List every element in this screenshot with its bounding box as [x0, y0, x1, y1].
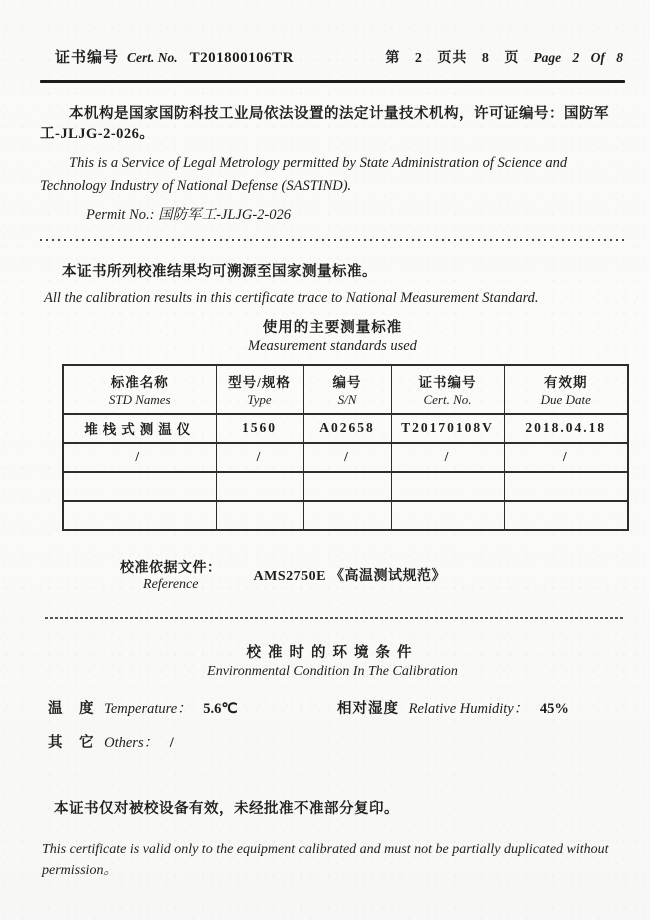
validity-statement-en: This certificate is valid only to the equipment calibrated and must not be partially duplicated without permission。 — [42, 841, 609, 878]
table-cell — [63, 472, 216, 501]
humidity-value: 45% — [539, 700, 569, 717]
dashed-divider — [45, 617, 625, 619]
header-type-en: Type — [247, 391, 272, 407]
table-row — [63, 501, 628, 530]
traceability-statement-zh: 本证书所列校准结果均可溯源至国家测量标准。 — [62, 263, 377, 280]
table-cell — [216, 472, 303, 501]
table-header-due-date — [504, 365, 628, 414]
reference-label-zh: 校准依据文件： — [120, 560, 222, 576]
table-cell — [504, 472, 628, 501]
table-cell: A02658 — [303, 414, 391, 443]
table-cell — [391, 501, 504, 530]
page-indicator-en: Page 2 Of 8 — [533, 50, 623, 65]
humidity-label-en: Relative Humidity： — [408, 700, 529, 717]
header-due-date-en: Due Date — [540, 391, 591, 407]
reference-label-en: Reference — [143, 576, 199, 592]
cert-number-group — [55, 46, 294, 67]
page-header — [40, 46, 625, 67]
environment-title-en: Environmental Condition In The Calibration — [207, 663, 458, 679]
traceability-statement-en: All the calibration results in this certificate trace to National Measurement Standard. — [44, 289, 539, 306]
table-cell: 2018.04.18 — [504, 414, 628, 443]
cert-number: T201800106TR — [189, 50, 294, 66]
intro-statement-zh: 本机构是国家国防科技工业局依法设置的法定计量技术机构，许可证编号：国防军工-JLJG-2-026。 — [40, 106, 609, 143]
environment-values-row — [40, 697, 625, 718]
temperature-label-zh: 温 度 — [48, 700, 95, 717]
validity-statement-zh: 本证书仅对被校设备有效，未经批准不准部分复印。 — [54, 800, 399, 817]
table-header-type — [216, 365, 303, 414]
page-indicator-zh: 第 2 页共 8 页 — [385, 51, 520, 66]
table-cell: / — [303, 443, 391, 472]
header-sn-zh: 编号 — [332, 374, 362, 390]
table-row — [63, 443, 628, 472]
temperature-item — [48, 697, 238, 718]
intro-statement-en: This is a Service of Legal Metrology permitted by State Administration of Science and Technology Industry of National Defense (SASTIND). — [40, 154, 568, 194]
reference-label — [120, 557, 222, 593]
header-rule — [40, 80, 625, 83]
humidity-item — [337, 697, 625, 718]
header-due-date-zh: 有效期 — [544, 374, 588, 390]
humidity-label-zh: 相对湿度 — [337, 700, 399, 717]
others-item — [48, 731, 625, 752]
dotted-divider — [40, 239, 625, 241]
table-cell: 1560 — [216, 414, 303, 443]
page-indicator — [385, 47, 623, 67]
table-row — [63, 414, 628, 443]
header-sn-en: S/N — [337, 391, 357, 407]
others-value: / — [169, 734, 174, 751]
table-cell — [303, 472, 391, 501]
table-cell — [303, 501, 391, 530]
table-cell — [63, 501, 216, 530]
table-header-row — [63, 365, 628, 414]
table-cell: 堆栈式测温仪 — [63, 414, 216, 443]
table-header-cert-no — [391, 365, 504, 414]
table-cell: / — [391, 443, 504, 472]
table-header-std-names — [63, 365, 216, 414]
table-cell: / — [504, 443, 628, 472]
standards-title-en: Measurement standards used — [248, 337, 417, 354]
cert-label-zh: 证书编号 — [55, 50, 120, 66]
reference-value: AMS2750E 《高温测试规范》 — [253, 568, 446, 584]
header-cert-no-zh: 证书编号 — [418, 374, 477, 390]
table-header-sn — [303, 365, 391, 414]
environment-title-zh: 校准时的环境条件 — [246, 644, 419, 661]
header-std-names-en: STD Names — [108, 391, 171, 407]
cert-label-en: Cert. No. — [127, 50, 178, 65]
temperature-value: 5.6℃ — [203, 700, 238, 717]
others-label-zh: 其 它 — [48, 734, 95, 751]
table-row — [63, 472, 628, 501]
table-cell — [504, 501, 628, 530]
table-cell — [216, 501, 303, 530]
others-label-en: Others： — [104, 734, 159, 751]
table-cell: / — [63, 443, 216, 472]
reference-section — [120, 557, 625, 593]
table-cell — [391, 472, 504, 501]
temperature-label-en: Temperature： — [104, 700, 192, 717]
table-cell: / — [216, 443, 303, 472]
permit-number-line: Permit No.: 国防军工-JLJG-2-026 — [86, 206, 291, 223]
header-cert-no-en: Cert. No. — [423, 391, 472, 407]
standards-title-zh: 使用的主要测量标准 — [262, 319, 403, 336]
header-std-names-zh: 标准名称 — [110, 374, 169, 390]
header-type-zh: 型号/规格 — [228, 374, 291, 390]
table-cell: T20170108V — [391, 414, 504, 443]
measurement-standards-table — [62, 364, 629, 531]
